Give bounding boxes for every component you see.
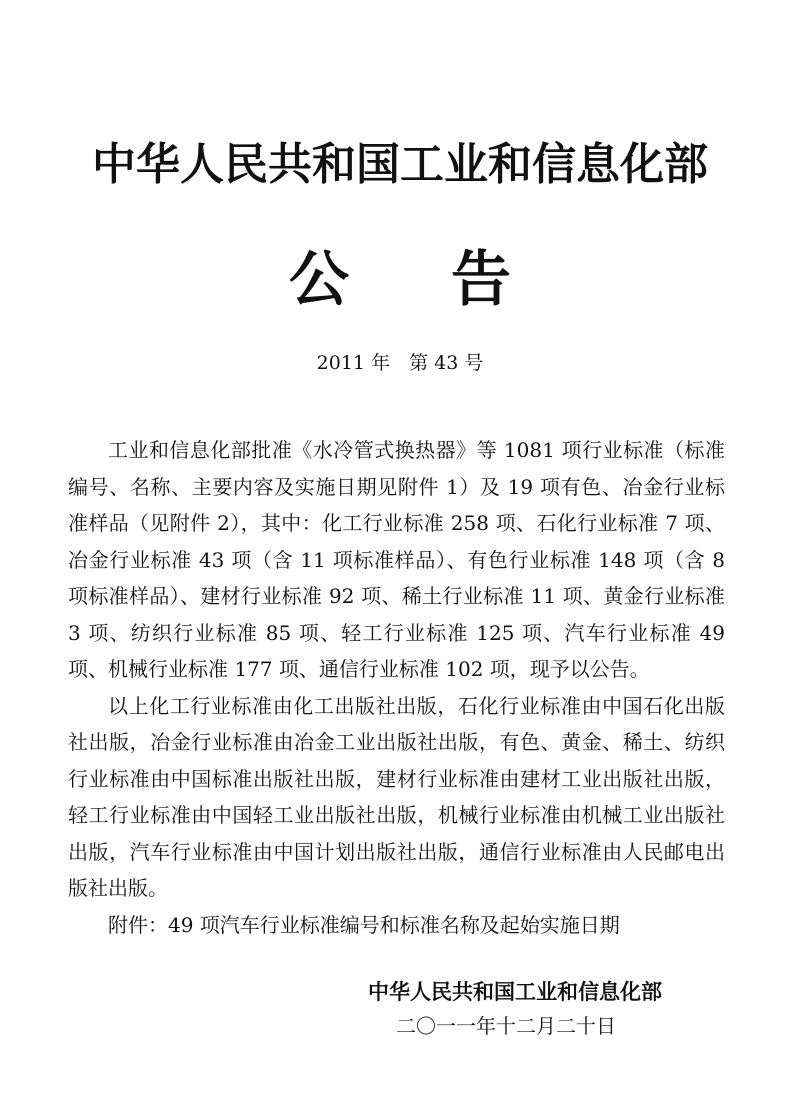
paragraph-publishers: 以上化工行业标准由化工出版社出版，石化行业标准由中国石化出版社出版，冶金行业标准由冶金工业出版社出版，有色、黄金、稀土、纺织行业标准由中国标准出版社出版，建材行业标准由建材工业出版社出版，轻工行业标准由中国轻工业出版社出版，机械行业标准由机械工业出版社出版，汽车行业标准由中国计划出版社出版，通信行业标准由人民邮电出版社出版。 [68,693,725,900]
ministry-title: 中华人民共和国工业和信息化部 [92,139,708,190]
announcement-body [68,432,725,943]
paragraph-attachment: 附件：49 项汽车行业标准编号和标准名称及起始实施日期 [108,912,620,937]
document-number: 2011 年 第 43 号 [316,352,484,374]
paragraph-standards-approval: 工业和信息化部批准《水冷管式换热器》等 1081 项行业标准（标准编号、名称、主要内容及实施日期见附件 1）及 19 项有色、冶金行业标准样品（见附件 2），其中：化工行业标准 258 项、石化行业标准 7 项、冶金行业标准 43 项（含 11 项标准样品）、有色行业标准 148 项（含 8 项标准样品）、建材行业标准 92 项、稀土行业标准 11 项、黄金行业标准 3 项、纺织行业标准 85 项、轻工行业标准 125 项、汽车行业标准 49 项、机械行业标准 177 项、通信行业标准 102 项，现予以公告。 [68,438,725,681]
issuer-signature: 中华人民共和国工业和信息化部 [368,980,662,1004]
announcement-title: 公告 [289,245,613,315]
issue-date: 二〇一一年十二月二十日 [396,1014,616,1038]
